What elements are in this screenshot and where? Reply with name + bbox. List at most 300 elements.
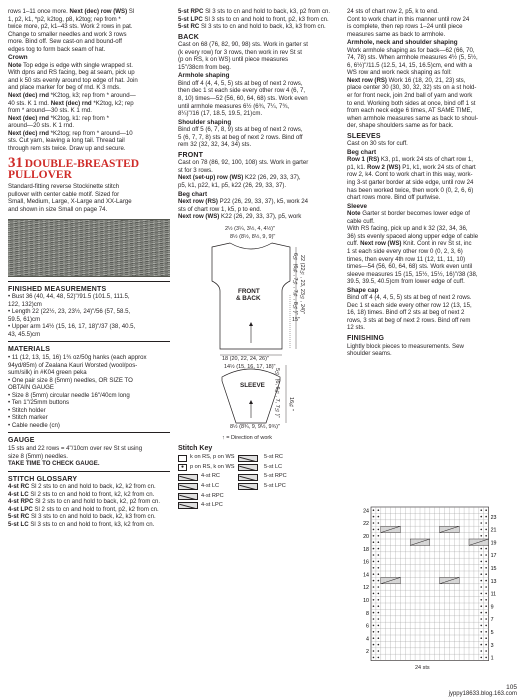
armhole-instructions — [178, 80, 340, 118]
chart-row-number: 4 — [366, 636, 369, 643]
text-line: shoulder seams. — [347, 350, 392, 358]
purl-dot — [480, 625, 482, 627]
finished-section — [8, 281, 170, 339]
text-line: from each neck edge 6 times, AT SAME TIME, — [347, 107, 473, 115]
text-line: sts. Cut yarn, leaving a long tail. Thread tail — [8, 137, 125, 145]
text-line: Dec 1 st each side every other row 12 (13, 15, — [347, 301, 472, 309]
purl-dot — [378, 593, 380, 595]
purl-dot — [485, 605, 487, 607]
text-line: times, then every 4th row 11 (12, 11, 11, 10) — [347, 255, 466, 263]
purl-dot — [480, 650, 482, 652]
chart-row-number: 12 — [363, 585, 369, 592]
key-4st-rpc: 4-st RPC — [178, 493, 234, 501]
key-4st-rc-swatch — [238, 455, 260, 462]
text-line: and k 50 sts evenly around top edge of hat. Join — [8, 76, 138, 84]
glossary-continued — [178, 8, 340, 31]
text-line: Next row (RS) P22 (26, 29, 33, 37), k5, work 24 — [178, 198, 309, 206]
purl-dot — [378, 541, 380, 543]
source-site: jyppy18633.blog.163.com — [448, 691, 517, 697]
purl-dot — [378, 644, 380, 646]
purl-dot — [378, 650, 380, 652]
purl-dot — [373, 535, 375, 537]
key-5st-lpc: 5-st LPC — [264, 482, 286, 489]
shoulder-instructions — [178, 126, 340, 149]
text-line: Note Garter st border becomes lower edge of — [347, 210, 470, 218]
stitch-key-title: Stitch Key — [178, 444, 213, 452]
cuff-width-label: 8½ (8¾, 9, 9½, 9¾)" — [230, 423, 280, 430]
text-line: Cast on 68 (76, 82, 90, 98) sts. Work in garter st — [178, 41, 308, 49]
purl-dot — [373, 554, 375, 556]
text-line: Bind off 4 (4, 4, 5, 5) sts at beg of next 2 rows. — [347, 294, 472, 302]
text-line: Next (dec) rnd *K2tog; rep from * around—10 — [8, 129, 133, 137]
chart-row-number: 9 — [490, 604, 494, 611]
shape-cap-instructions — [347, 294, 515, 332]
purl-dot — [373, 657, 375, 659]
text-line: p5, k1, p22, k1, p5, k22 (26, 29, 33, 37). — [178, 182, 287, 190]
purl-dot — [480, 522, 482, 524]
neck-instructions — [347, 77, 515, 130]
text-line: 4-st LPC Sl 2 sts to cn and hold to front, p2, k2 from cn. — [8, 505, 159, 513]
purl-dot — [480, 509, 482, 511]
text-line: row 2, k4. Cont to work chart in this way, work- — [347, 171, 473, 179]
purl-dot — [485, 535, 487, 537]
purl-dot — [373, 637, 375, 639]
purl-dot — [485, 612, 487, 614]
purl-dot — [480, 599, 482, 601]
armhole-neck-heading: Armhole, neck and shoulder shaping — [347, 39, 458, 47]
text-line: st for 3 rows. — [178, 166, 213, 174]
purl-dot — [373, 599, 375, 601]
text-line: 5-st LPC Sl 3 sts to cn and hold to front, p2, k3 from cn. — [178, 15, 329, 23]
text-line: • Size 8 (5mm) circular needle 16"/40cm long — [8, 391, 130, 399]
text-line: 6, 6½)"/11.5 (12.5, 14, 15, 16.5)cm, end with a — [347, 61, 473, 69]
text-line: 4-st RPC Sl 2 sts to cn and hold to back, k2, p2 from cn. — [8, 498, 161, 506]
purl-dot — [485, 657, 487, 659]
sleeve-instructions — [347, 210, 515, 285]
text-line: WS row and work neck shaping as foll: — [347, 69, 452, 77]
sleeve-beg-chart-heading: Beg chart — [347, 148, 377, 156]
beg-chart-instructions — [178, 198, 340, 221]
schematic-drawing — [178, 225, 340, 435]
stitch-key — [178, 445, 340, 510]
chart-row-number: 13 — [490, 578, 497, 585]
text-line: • Stitch holder — [8, 406, 46, 414]
chart-row-number: 7 — [490, 617, 494, 624]
text-line: size 8 (5mm) needles. — [8, 452, 68, 460]
purl-dot — [373, 650, 375, 652]
purl-dot — [485, 637, 487, 639]
crown-instructions — [8, 62, 170, 153]
text-line: der, shape shoulders same as for back. — [347, 122, 454, 130]
purl-dot — [373, 580, 375, 582]
text-line: With dpns and RS facing, beg at seam, pick up — [8, 69, 135, 77]
text-line: 15"/38cm from beg. — [178, 63, 231, 71]
text-line: Small, Medium, Large, X-Large and XX-Large — [8, 198, 132, 206]
purl-dot — [485, 573, 487, 575]
key-5st-lc-swatch — [238, 464, 260, 471]
purl-dot — [378, 548, 380, 550]
purl-dot — [480, 631, 482, 633]
purl-dot — [378, 509, 380, 511]
key-5st-rpc-swatch — [238, 474, 260, 481]
purl-dot — [373, 548, 375, 550]
cap-height-label: 5½ (6, 6½, 7, 7½)" — [274, 367, 280, 418]
purl-dot — [373, 561, 375, 563]
key-5st-rc: 5-st RC — [264, 454, 283, 461]
purl-dot — [373, 586, 375, 588]
yarn-swatch-image — [8, 219, 170, 277]
text-line: (k every row) for 3 rows, then work in rev St st — [178, 48, 302, 56]
cable-symbol-icon — [178, 502, 198, 509]
purl-dot — [373, 631, 375, 633]
purl-dot — [378, 561, 380, 563]
purl-dot — [378, 631, 380, 633]
cable-symbol-icon — [238, 464, 258, 471]
purl-dot — [485, 625, 487, 627]
armhole-depth-label: 6½ (6¾, 7¼, 7¾, 8¼)" — [292, 252, 298, 315]
finishing-heading: FINISHING — [347, 334, 385, 342]
pattern-description — [8, 183, 170, 213]
sleeves-heading: SLEEVES — [347, 132, 381, 140]
purl-dot — [378, 516, 380, 518]
text-line: • Cable needle (cn) — [8, 421, 60, 429]
finished-heading: FINISHED MEASUREMENTS — [8, 285, 107, 293]
sleeve-chart-instructions — [347, 156, 515, 201]
page-footer — [449, 684, 517, 698]
purl-dot — [373, 618, 375, 620]
column-3 — [347, 8, 515, 358]
text-line: 39.5, 39.5, 40.5)cm from lower edge of cuff. — [347, 278, 465, 286]
text-line: • One pair size 8 (5mm) needles, OR SIZE TO — [8, 376, 133, 384]
text-line: 5-st RC Sl 3 sts to cn and hold to back, k2, k3 from cn. — [8, 513, 156, 521]
knit-symbol-icon — [178, 455, 187, 462]
purl-dot — [378, 612, 380, 614]
text-line: 16, 18) times. Bind off 2 sts at beg of next 2 — [347, 309, 465, 317]
text-line: 5-st RC Sl 3 sts to cn and hold to back, k3, k3 from cn. — [178, 23, 326, 31]
text-line: Next (dec) rnd *K2tog, k1: rep from * — [8, 114, 109, 122]
shoulder-heading: Shoulder shaping — [178, 118, 232, 126]
sleeves-instructions — [347, 140, 515, 148]
text-line: cable cuff. — [347, 217, 375, 225]
pattern-number: 31 — [8, 155, 23, 172]
gauge-section — [8, 432, 170, 467]
cable-symbol-icon — [238, 483, 258, 490]
purl-dot — [373, 516, 375, 518]
side-length-label: 15" — [292, 316, 301, 323]
text-line: Next row (WS) K22 (26, 29, 33, 37), p5, work — [178, 213, 302, 221]
chart-row-number: 20 — [363, 534, 369, 540]
purl-dot — [378, 637, 380, 639]
key-5st-lc: 5-st LC — [264, 463, 283, 470]
purl-symbol-icon: ● — [178, 464, 187, 471]
purl-dot — [480, 567, 482, 569]
pattern-title-line1: DOUBLE-BREASTED — [24, 158, 140, 171]
purl-dot — [480, 618, 482, 620]
text-line: 5-st RPC Sl 3 sts to cn and hold to back, k3, p2 from cn. — [178, 8, 331, 15]
neck-width-label: 8½ (8½, 8½, 9, 9)" — [230, 233, 276, 240]
text-line: when armhole measures same as back to shoul- — [347, 114, 479, 122]
chart-row-number: 19 — [490, 540, 497, 547]
purl-dot — [480, 548, 482, 550]
text-line: Standard-fitting reverse Stockinette stitch — [8, 183, 120, 191]
chart-row-number: 10 — [363, 598, 369, 604]
text-line: Cast on 30 sts for cuff. — [347, 140, 408, 148]
pattern-title — [8, 156, 170, 181]
text-line: rows 1–11 once more. Next (dec) row (WS) Sl — [8, 8, 135, 15]
chart-row-number: 14 — [363, 572, 369, 579]
shape-cap-heading: Shape cap — [347, 286, 379, 294]
text-line: Next (set-up) row (WS) K22 (26, 29, 33, 37), — [178, 174, 301, 182]
column-2 — [178, 8, 340, 510]
text-line: • 11 (12, 13, 15, 16) 1¾ oz/50g hanks (each approx — [8, 353, 147, 361]
text-line: Bind off 5 (6, 7, 8, 9) sts at beg of next 2 rows, — [178, 126, 303, 134]
text-line: edges tog to form back seam of hat. — [8, 45, 106, 53]
purl-dot — [480, 644, 482, 646]
sleeve-heading: Sleeve — [347, 202, 367, 210]
text-line: Lightly block pieces to measurements. Sew — [347, 342, 464, 350]
text-line: 4-st LC Sl 2 sts to cn and hold to front, k2, k2 from cn. — [8, 490, 155, 498]
chart-row-number: 5 — [490, 630, 494, 636]
purl-dot — [378, 535, 380, 537]
glossary-list — [8, 483, 170, 528]
text-line: Next (dec) rnd *K2tog, k3; rep from * around— — [8, 92, 136, 100]
pattern-title-line2: PULLOVER — [8, 169, 72, 182]
text-line: sleeve measures 15 (15, 15½, 15½, 16)"/38 (38, — [347, 270, 478, 278]
text-line: 1 st each side every other row 0 (0, 2, 3, 6) — [347, 247, 463, 255]
purl-dot — [480, 580, 482, 582]
text-line: Cont to work chart in this manner until row 24 — [347, 15, 470, 23]
text-line: (p on RS, k on WS) until piece measures — [178, 56, 289, 64]
purl-dot — [373, 593, 375, 595]
text-line: has been worked twice, then work 0 (0, 2, 6, 6) — [347, 186, 474, 194]
chart-row-number: 1 — [490, 655, 494, 662]
purl-dot — [373, 522, 375, 524]
purl-dot — [378, 522, 380, 524]
purl-dot — [480, 657, 482, 659]
chart-row-number: 24 — [363, 508, 369, 515]
cable-symbol-icon — [178, 474, 198, 481]
purl-dot — [480, 586, 482, 588]
purl-dot — [485, 561, 487, 563]
purl-dot — [378, 605, 380, 607]
back-instructions — [178, 41, 340, 71]
key-5st-rpc: 5-st RPC — [264, 473, 287, 480]
chart-row-number: 3 — [490, 642, 494, 649]
purl-dot — [378, 529, 380, 531]
chart-row-number: 15 — [490, 566, 497, 572]
crown-heading: Crown — [8, 54, 28, 62]
chart-row-number: 11 — [490, 591, 497, 598]
text-line: place center 30 (30, 30, 32, 32) sts on a st hold- — [347, 84, 477, 92]
purl-dot — [485, 644, 487, 646]
text-line: 15 sts and 22 rows = 4"/10cm over rev St st using — [8, 444, 143, 452]
column-1 — [8, 8, 170, 528]
text-line: 94yd/85m) of Zealana Kauri Worsted (wool/pos- — [8, 361, 138, 369]
key-4st-rc: 4-st RC — [178, 473, 234, 481]
text-line: until armhole measures 6½ (6¾, 7¼, 7¾, — [178, 102, 290, 110]
text-line: 74, 78) sts. When armhole measures 4½ (5, 5½, — [347, 54, 478, 62]
purl-dot — [485, 618, 487, 620]
purl-dot — [485, 599, 487, 601]
purl-dot — [485, 548, 487, 550]
text-line: 4-st RC Sl 2 sts to cn and hold to back, k2, k2 from cn. — [8, 483, 156, 491]
armhole-neck-instructions — [347, 47, 515, 77]
finishing-instructions — [347, 343, 515, 358]
purl-dot — [485, 529, 487, 531]
purl-dot — [480, 561, 482, 563]
shoulder-width-label: 2½ (3¼, 3½, 4, 4½)" — [225, 225, 275, 232]
text-line: Change to smaller needles and work 3 rows — [8, 30, 127, 38]
purl-dot — [485, 554, 487, 556]
text-line: • Length 22 (22½, 23, 23½, 24)"/56 (57, 58.5, — [8, 308, 131, 316]
text-line: 40 sts. K 1 rnd. Next (dec) rnd *K2tog, k2; rep — [8, 99, 134, 107]
purl-dot — [485, 567, 487, 569]
text-line: and place marker for beg of rnd. K 3 rnds. — [8, 84, 121, 92]
body-width-label: 18 (20, 22, 24, 26)" — [222, 355, 269, 362]
purl-dot — [480, 605, 482, 607]
cable-symbol-icon — [238, 474, 258, 481]
text-line: 24 sts of chart row 2, p5, k to end. — [347, 8, 439, 15]
text-line: 1, p2, k1, *p2, k2tog, p8, k2tog; rep from * — [8, 15, 121, 23]
purl-dot — [373, 529, 375, 531]
text-line: rem 32 (32, 32, 34, 34) sts. — [178, 141, 252, 149]
text-line: • Bust 36 (40, 44, 48, 52)"/91.5 (101.5, 111.5, — [8, 293, 130, 301]
text-line: and shown in size Small on page 74. — [8, 206, 108, 214]
purl-dot — [480, 593, 482, 595]
key-4st-lc: 4-st LC — [178, 483, 234, 491]
back-heading: BACK — [178, 33, 200, 41]
text-line: around—20 sts. K 1 rnd. — [8, 122, 75, 130]
total-length-label: 22 (22½, 23, 23½, 24)" — [299, 254, 305, 314]
text-line: • Stitch marker — [8, 414, 48, 422]
chart-row-number: 16 — [363, 559, 369, 566]
materials-list — [8, 354, 170, 429]
beg-chart-heading: Beg chart — [178, 190, 208, 198]
purl-dot — [373, 605, 375, 607]
text-line: • Ten 1"/25mm buttons — [8, 399, 70, 407]
purl-dot — [485, 593, 487, 595]
text-line: measures same as back to armhole. — [347, 30, 446, 38]
page-number: 105 — [506, 684, 517, 691]
key-purl: ● p on RS, k on WS — [178, 464, 234, 472]
front-back-label: FRONT — [238, 287, 260, 295]
purl-dot — [480, 612, 482, 614]
text-line: 43, 45.5)cm — [8, 330, 41, 338]
text-line: 122, 132)cm — [8, 300, 42, 308]
text-line: cuff. Next row (WS) Knit. Cont in rev St st, inc — [347, 240, 472, 248]
text-line: times—54 (56, 60, 64, 68) sts. Work even until — [347, 263, 473, 271]
purl-dot — [485, 522, 487, 524]
chart-row-number: 2 — [366, 649, 369, 656]
purl-dot — [373, 644, 375, 646]
armhole-heading: Armhole shaping — [178, 72, 230, 80]
text-line: Work armhole shaping as for back—62 (66, 70, — [347, 46, 475, 54]
text-line: 8, 10) times—52 (56, 60, 64, 68) sts. Work even — [178, 95, 308, 103]
text-line: sts of chart row 1, k5, p to end. — [178, 205, 262, 213]
text-line: er for front neck, join 2nd ball of yarn and work — [347, 92, 473, 100]
text-line: With RS facing, pick up and k 32 (32, 34, 36, — [347, 225, 468, 233]
front-setup-row — [178, 174, 340, 189]
text-line: 5 (6, 7, 7, 8) sts at beg of next 2 rows. Bind off — [178, 133, 303, 141]
gauge-text — [8, 445, 170, 468]
text-line: pullover with center cable motif. Sized for — [8, 190, 120, 198]
purl-dot — [378, 625, 380, 627]
chart-row-number: 21 — [490, 527, 497, 534]
purl-dot — [373, 509, 375, 511]
purl-dot — [378, 586, 380, 588]
text-line: Bind off 4 (4, 4, 5, 5) sts at beg of next 2 rows, — [178, 79, 303, 87]
text-line: rows, 3 sts at beg of next 2 rows. Bind off rem — [347, 316, 471, 324]
chart-row-number: 22 — [363, 521, 369, 528]
materials-heading: MATERIALS — [8, 346, 51, 354]
front-heading: FRONT — [178, 151, 204, 159]
text-line: is complete, then rep rows 1–24 until piece — [347, 23, 463, 31]
hat-intro — [8, 8, 170, 53]
key-knit: k on RS, p on WS — [178, 454, 234, 462]
cable-chart-grid — [355, 505, 505, 677]
text-line: • Upper arm 14½ (15, 16, 17, 18)"/37 (38, 40.5, — [8, 323, 136, 331]
purl-dot — [378, 567, 380, 569]
text-line: 36) sts evenly spaced along upper edge of cable — [347, 232, 479, 240]
purl-dot — [373, 573, 375, 575]
text-line: p1, k1. Row 2 (WS) P1, k1, work 24 sts of chart — [347, 163, 476, 171]
text-line: twice more, p2, k1–43 sts. Work 2 rows in pat. — [8, 23, 133, 31]
glossary-section — [8, 471, 170, 529]
purl-dot — [480, 554, 482, 556]
purl-dot — [485, 650, 487, 652]
purl-dot — [480, 535, 482, 537]
purl-dot — [485, 631, 487, 633]
chart-row-number: 6 — [366, 623, 369, 630]
text-line: sum/silk) in #K04 green peka — [8, 369, 87, 377]
schematic-diagram — [178, 225, 340, 435]
text-line: through rem sts twice. Draw up and secure. — [8, 144, 126, 152]
key-5st-lpc-swatch — [238, 483, 260, 490]
purl-dot — [485, 586, 487, 588]
text-line: ing 3-st garter border at side edge, until row 24 — [347, 179, 474, 187]
text-line: 12 sts. — [347, 324, 365, 332]
purl-dot — [373, 625, 375, 627]
text-line: chart rows more. Bind off purlwise. — [347, 194, 441, 202]
purl-dot — [378, 657, 380, 659]
text-line: 59.5, 61)cm — [8, 315, 41, 323]
text-line: to end. Working both sides at once, bind off 1 st — [347, 99, 476, 107]
front-back-label-2: & BACK — [236, 294, 261, 302]
materials-section — [8, 341, 170, 429]
text-line: 8¼)"/16 (17, 18.5, 19.5, 21)cm. — [178, 110, 263, 118]
cable-symbol-icon — [238, 455, 258, 462]
purl-dot — [378, 580, 380, 582]
text-line: then dec 1 st each side every other row 4 (6, 7, — [178, 87, 306, 95]
purl-dot — [480, 637, 482, 639]
purl-dot — [373, 567, 375, 569]
glossary-heading: STITCH GLOSSARY — [8, 475, 78, 483]
finished-list — [8, 293, 170, 338]
purl-dot — [373, 612, 375, 614]
text-line: from * around—30 sts. K 1 rnd. — [8, 107, 92, 115]
cable-chart — [355, 505, 505, 677]
purl-dot — [378, 599, 380, 601]
purl-dot — [480, 573, 482, 575]
direction-note: ↑ = Direction of work — [222, 434, 272, 441]
chart-stitch-count: 24 sts — [415, 665, 430, 671]
key-4st-lpc: 4-st LPC — [178, 502, 234, 510]
purl-dot — [378, 573, 380, 575]
text-line: more. Bind off. Sew cast-on and bound-off — [8, 38, 122, 46]
chart-row-number: 17 — [490, 553, 497, 560]
purl-dot — [480, 529, 482, 531]
text-line: Cast on 78 (86, 92, 100, 108) sts. Work in garter — [178, 159, 309, 167]
